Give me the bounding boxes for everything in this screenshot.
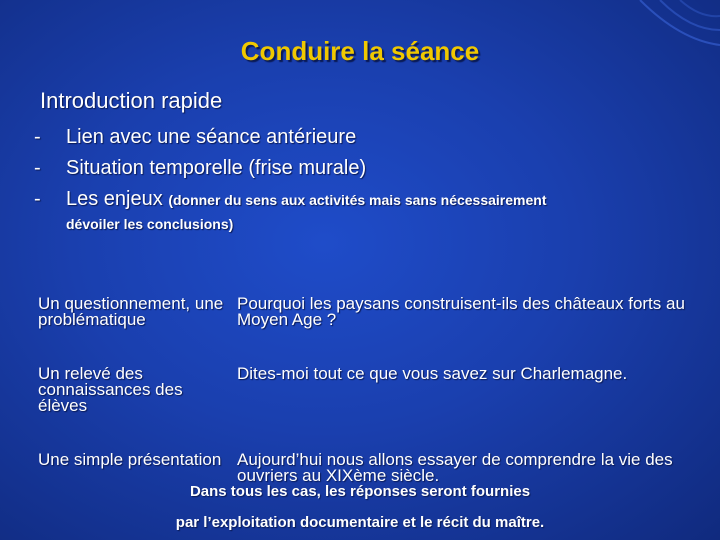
row-example: Dites-moi tout ce que vous savez sur Charlemagne.: [237, 364, 628, 383]
bullet-dash: -: [34, 157, 41, 179]
bullet-item: [32, 153, 692, 184]
bullet-text: Les enjeux: [66, 188, 163, 210]
slide-subtitle: Introduction rapide: [40, 88, 223, 113]
footer-text: Dans tous les cas, les réponses seront fournies: [189, 483, 531, 500]
bullet-list: [32, 122, 692, 216]
row-label: Un relevé des connaissances des élèves: [38, 364, 183, 415]
bullet-note: (donner du sens aux activités mais sans nécessairement: [168, 192, 547, 208]
bullet-item: [32, 184, 692, 216]
bullet-text: Situation temporelle (frise murale): [66, 157, 367, 179]
footer-line: par l’exploitation documentaire et le récit du maître.: [175, 514, 545, 531]
row-label: Un questionnement, une problématique: [38, 294, 224, 329]
slide-title: Conduire la séance: [240, 36, 480, 66]
bullet-note-continuation: dévoiler les conclusions): [66, 216, 234, 232]
bullet-item: [32, 122, 692, 153]
bullet-text: Lien avec une séance antérieure: [66, 126, 357, 148]
row-label: Une simple présentation: [38, 450, 222, 469]
row-example: Aujourd’hui nous allons essayer de comprendre la vie des ouvriers au XIXème siècle.: [237, 450, 673, 485]
footer-line: [0, 483, 720, 500]
row-example: Pourquoi les paysans construisent-ils des châteaux forts au Moyen Age ?: [237, 294, 685, 329]
bullet-dash: -: [34, 126, 41, 148]
bullet-dash: -: [34, 188, 41, 210]
